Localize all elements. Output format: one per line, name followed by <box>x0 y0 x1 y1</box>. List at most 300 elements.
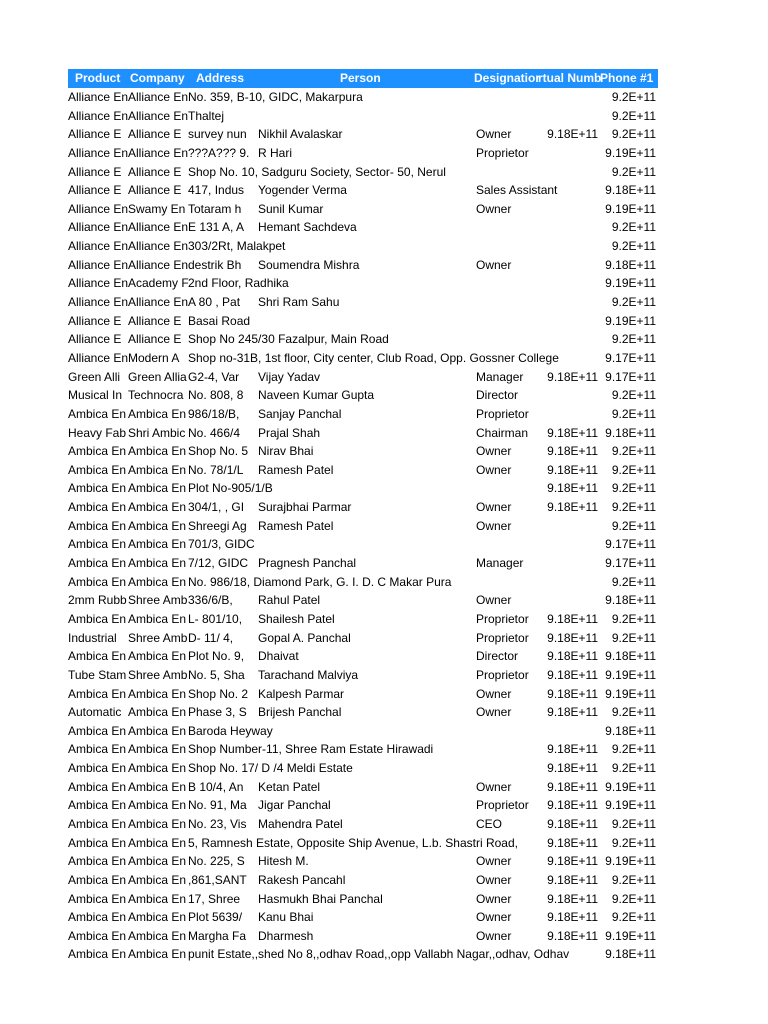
table-row <box>68 647 658 666</box>
cell-virtual-number: 9.18E+11 <box>547 369 598 384</box>
cell-address: 417, Indus <box>188 183 245 198</box>
cell-product: Alliance E <box>68 313 122 328</box>
cell-product: Ambica En <box>68 723 127 738</box>
cell-person: Mahendra Patel <box>258 816 343 831</box>
cell-phone: 9.2E+11 <box>611 239 656 254</box>
cell-company: Alliance E <box>128 183 182 198</box>
cell-phone: 9.2E+11 <box>611 164 656 179</box>
cell-company: Ambica En <box>128 500 187 515</box>
cell-company: Ambica En <box>128 742 187 757</box>
cell-product: Ambica En <box>68 835 127 850</box>
cell-product: Ambica En <box>68 481 127 496</box>
cell-phone: 9.19E+11 <box>605 145 656 160</box>
table-row <box>68 424 658 443</box>
cell-person: Pragnesh Panchal <box>258 556 357 571</box>
cell-company: Ambica En <box>128 444 187 459</box>
cell-product: Alliance En <box>68 239 129 254</box>
table-row <box>68 107 658 126</box>
cell-product: Ambica En <box>68 518 127 533</box>
spreadsheet <box>68 69 658 964</box>
cell-company: Ambica En <box>128 462 187 477</box>
cell-person: Surajbhai Parmar <box>258 500 352 515</box>
cell-address: survey nun <box>188 127 247 142</box>
cell-company: Shri Ambic <box>128 425 186 440</box>
cell-product: Ambica En <box>68 816 127 831</box>
cell-person: Shri Ram Sahu <box>258 295 340 310</box>
cell-phone: 9.2E+11 <box>611 574 656 589</box>
table-row <box>68 163 658 182</box>
cell-phone: 9.2E+11 <box>611 220 656 235</box>
cell-designation: Manager <box>476 369 524 384</box>
cell-virtual-number: 9.18E+11 <box>547 481 598 496</box>
cell-person: Kalpesh Parmar <box>258 686 345 701</box>
cell-virtual-number: 9.18E+11 <box>547 779 598 794</box>
cell-address: E 131 A, A <box>188 220 245 235</box>
cell-company: Ambica En <box>128 556 187 571</box>
cell-address: destrik Bh <box>188 257 242 272</box>
table-row <box>68 479 658 498</box>
cell-address: No. 359, B-10, GIDC, Makarpura <box>188 90 363 104</box>
cell-phone: 9.2E+11 <box>611 910 656 925</box>
cell-company: Ambica En <box>128 910 187 925</box>
header-product: Product <box>75 71 121 85</box>
cell-phone: 9.2E+11 <box>611 90 656 104</box>
table-row <box>68 293 658 312</box>
cell-product: Alliance En <box>68 90 129 104</box>
cell-phone: 9.2E+11 <box>611 835 656 850</box>
cell-company: Alliance En <box>128 108 189 123</box>
cell-address: ,861,SANT <box>188 872 247 887</box>
cell-designation: Owner <box>476 201 512 216</box>
cell-product: Alliance E <box>68 164 122 179</box>
cell-designation: Owner <box>476 500 512 515</box>
cell-company: Shree Amb <box>128 593 188 608</box>
cell-address: Shreegi Ag <box>188 518 247 533</box>
cell-company: Ambica En <box>128 891 187 906</box>
cell-address: G2-4, Var <box>188 369 240 384</box>
table-row <box>68 237 658 256</box>
cell-person: Rahul Patel <box>258 593 321 608</box>
table-row <box>68 218 658 237</box>
table-row <box>68 517 658 536</box>
cell-address: Shop No 245/30 Fazalpur, Main Road <box>188 332 389 347</box>
cell-designation: Proprietor <box>476 630 529 645</box>
cell-company: Modern A <box>128 350 180 365</box>
table-row <box>68 759 658 778</box>
cell-product: Ambica En <box>68 537 127 552</box>
cell-address: Thaltej <box>188 108 225 123</box>
table-row <box>68 591 658 610</box>
cell-address: Margha Fa <box>188 928 247 943</box>
table-row <box>68 386 658 405</box>
cell-phone: 9.19E+11 <box>605 928 656 943</box>
cell-address: B 10/4, An <box>188 779 244 794</box>
cell-address: Totaram h <box>188 201 242 216</box>
cell-phone: 9.2E+11 <box>611 611 656 626</box>
cell-company: Shree Amb <box>128 630 188 645</box>
cell-virtual-number: 9.18E+11 <box>547 611 598 626</box>
cell-company: Academy F <box>128 276 189 291</box>
header-phone: Phone #1 <box>600 71 654 85</box>
cell-phone: 9.18E+11 <box>605 425 656 440</box>
table-row <box>68 740 658 759</box>
cell-product: 2mm Rubb <box>68 593 127 608</box>
cell-address: Baroda Heyway <box>188 723 273 738</box>
cell-company: Ambica En <box>128 537 187 552</box>
cell-phone: 9.19E+11 <box>605 313 656 328</box>
cell-company: Alliance En <box>128 239 189 254</box>
cell-phone: 9.18E+11 <box>605 649 656 664</box>
cell-phone: 9.19E+11 <box>605 276 656 291</box>
cell-product: Ambica En <box>68 891 127 906</box>
cell-company: Ambica En <box>128 705 187 720</box>
cell-virtual-number: 9.18E+11 <box>547 127 598 142</box>
cell-company: Ambica En <box>128 798 187 813</box>
cell-company: Ambica En <box>128 406 187 421</box>
cell-phone: 9.2E+11 <box>611 332 656 347</box>
cell-designation: Proprietor <box>476 798 529 813</box>
table-row <box>68 349 658 368</box>
cell-company: Ambica En <box>128 835 187 850</box>
cell-company: Ambica En <box>128 779 187 794</box>
cell-person: Hitesh M. <box>258 854 309 869</box>
table-row <box>68 181 658 200</box>
cell-company: Ambica En <box>128 574 187 589</box>
table-row <box>68 890 658 909</box>
cell-designation: Proprietor <box>476 667 529 682</box>
cell-company: Green Allia <box>128 369 187 384</box>
cell-product: Alliance En <box>68 257 129 272</box>
cell-company: Alliance En <box>128 295 189 310</box>
cell-product: Ambica En <box>68 854 127 869</box>
cell-product: Automatic <box>68 705 122 720</box>
cell-address: 2nd Floor, Radhika <box>188 276 289 291</box>
header-company: Company <box>130 71 185 85</box>
cell-phone: 9.2E+11 <box>611 705 656 720</box>
cell-phone: 9.2E+11 <box>611 388 656 403</box>
cell-address: Plot No. 9, <box>188 649 245 664</box>
cell-address: 304/1, , GI <box>188 500 245 515</box>
cell-company: Technocra <box>128 388 184 403</box>
cell-virtual-number: 9.18E+11 <box>547 816 598 831</box>
table-row <box>68 461 658 480</box>
cell-address: Shop Number-11, Shree Ram Estate Hirawadi <box>188 742 434 757</box>
cell-virtual-number: 9.18E+11 <box>547 742 598 757</box>
table-row <box>68 945 658 964</box>
cell-address: No. 225, S <box>188 854 245 869</box>
cell-virtual-number: 9.18E+11 <box>547 705 598 720</box>
cell-phone: 9.19E+11 <box>605 854 656 869</box>
cell-company: Ambica En <box>128 872 187 887</box>
cell-virtual-number: 9.18E+11 <box>547 928 598 943</box>
cell-address: Shop No. 10, Sadguru Society, Sector- 50, Nerul <box>188 164 446 179</box>
cell-product: Ambica En <box>68 462 127 477</box>
cell-product: Alliance En <box>68 108 129 123</box>
cell-product: Ambica En <box>68 406 127 421</box>
cell-address: A 80 , Pat <box>188 295 241 310</box>
cell-company: Alliance En <box>128 220 189 235</box>
cell-address: No. 23, Vis <box>188 816 247 831</box>
cell-company: Ambica En <box>128 723 187 738</box>
table-row <box>68 368 658 387</box>
cell-address: No. 808, 8 <box>188 388 244 403</box>
header-row <box>68 69 658 88</box>
cell-product: Ambica En <box>68 761 127 776</box>
cell-person: Hemant Sachdeva <box>258 220 357 235</box>
cell-virtual-number: 9.18E+11 <box>547 910 598 925</box>
cell-person: Yogender Verma <box>258 183 347 198</box>
cell-address: ???A??? 9. <box>188 145 250 160</box>
table-row <box>68 927 658 946</box>
cell-address: No. 91, Ma <box>188 798 247 813</box>
cell-company: Ambica En <box>128 854 187 869</box>
cell-phone: 9.19E+11 <box>605 686 656 701</box>
cell-company: Ambica En <box>128 947 187 962</box>
cell-person: Ketan Patel <box>258 779 321 794</box>
cell-designation: Owner <box>476 779 512 794</box>
table-row <box>68 535 658 554</box>
cell-person: Soumendra Mishra <box>258 257 360 272</box>
cell-product: Ambica En <box>68 611 127 626</box>
cell-virtual-number: 9.18E+11 <box>547 761 598 776</box>
cell-product: Alliance En <box>68 350 129 365</box>
cell-designation: Sales Assistant <box>476 183 558 198</box>
cell-designation: Owner <box>476 593 512 608</box>
cell-phone: 9.2E+11 <box>611 761 656 776</box>
cell-address: 701/3, GIDC <box>188 537 255 552</box>
cell-phone: 9.2E+11 <box>611 891 656 906</box>
cell-virtual-number: 9.18E+11 <box>547 500 598 515</box>
table-row <box>68 908 658 927</box>
cell-virtual-number: 9.18E+11 <box>547 798 598 813</box>
cell-company: Ambica En <box>128 928 187 943</box>
table-row <box>68 256 658 275</box>
cell-virtual-number: 9.18E+11 <box>547 872 598 887</box>
cell-product: Ambica En <box>68 444 127 459</box>
cell-virtual-number: 9.18E+11 <box>547 854 598 869</box>
cell-company: Ambica En <box>128 649 187 664</box>
cell-product: Heavy Fab <box>68 425 127 440</box>
cell-phone: 9.19E+11 <box>605 798 656 813</box>
table-row <box>68 554 658 573</box>
cell-company: Alliance E <box>128 127 182 142</box>
header-address: Address <box>196 71 245 85</box>
cell-address: No. 986/18, Diamond Park, G. I. D. C Makar Pura <box>188 574 452 589</box>
cell-product: Ambica En <box>68 798 127 813</box>
cell-address: Shop No. 5 <box>188 444 249 459</box>
cell-address: D- 11/ 4, <box>188 630 234 645</box>
table-row <box>68 666 658 685</box>
cell-designation: Owner <box>476 705 512 720</box>
cell-product: Ambica En <box>68 574 127 589</box>
cell-address: 986/18/B, <box>188 406 240 421</box>
cell-phone: 9.2E+11 <box>611 406 656 421</box>
cell-phone: 9.2E+11 <box>611 444 656 459</box>
table-row <box>68 125 658 144</box>
table-row <box>68 144 658 163</box>
cell-company: Ambica En <box>128 481 187 496</box>
table-row <box>68 852 658 871</box>
cell-person: Prajal Shah <box>258 425 321 440</box>
cell-designation: Owner <box>476 462 512 477</box>
cell-product: Ambica En <box>68 947 127 962</box>
table-row <box>68 815 658 834</box>
table-row <box>68 442 658 461</box>
cell-product: Alliance E <box>68 183 122 198</box>
cell-address: 17, Shree <box>188 891 241 906</box>
cell-phone: 9.18E+11 <box>605 947 656 962</box>
table-row <box>68 685 658 704</box>
cell-address: 303/2Rt, Malakpet <box>188 239 286 254</box>
table-row <box>68 629 658 648</box>
cell-designation: Director <box>476 649 519 664</box>
cell-product: Alliance En <box>68 145 129 160</box>
cell-designation: Owner <box>476 872 512 887</box>
cell-person: Hasmukh Bhai Panchal <box>258 891 383 906</box>
cell-person: Sunil Kumar <box>258 201 324 216</box>
cell-person: Ramesh Patel <box>258 518 334 533</box>
cell-person: Jigar Panchal <box>258 798 331 813</box>
cell-phone: 9.2E+11 <box>611 108 656 123</box>
table-row <box>68 703 658 722</box>
cell-product: Ambica En <box>68 556 127 571</box>
cell-product: Ambica En <box>68 742 127 757</box>
cell-person: Rakesh Pancahl <box>258 872 346 887</box>
cell-company: Shree Amb <box>128 667 188 682</box>
cell-person: Tarachand Malviya <box>258 667 359 682</box>
cell-designation: Owner <box>476 127 512 142</box>
cell-address: Shop no-31B, 1st floor, City center, Club Road, Opp. Gossner College <box>188 350 559 365</box>
cell-phone: 9.17E+11 <box>605 537 656 552</box>
cell-product: Ambica En <box>68 649 127 664</box>
cell-company: Swamy En <box>128 201 186 216</box>
table-row <box>68 88 658 107</box>
cell-phone: 9.2E+11 <box>611 500 656 515</box>
cell-designation: Owner <box>476 910 512 925</box>
cell-phone: 9.18E+11 <box>605 593 656 608</box>
cell-person: Shailesh Patel <box>258 611 335 626</box>
cell-phone: 9.18E+11 <box>605 257 656 272</box>
cell-address: No. 5, Sha <box>188 667 245 682</box>
cell-designation: Owner <box>476 686 512 701</box>
cell-product: Musical In <box>68 388 123 403</box>
cell-phone: 9.2E+11 <box>611 481 656 496</box>
cell-designation: Owner <box>476 444 512 459</box>
cell-company: Ambica En <box>128 686 187 701</box>
cell-address: Plot 5639/ <box>188 910 243 925</box>
cell-person: Dhaivat <box>258 649 299 664</box>
cell-designation: Manager <box>476 556 524 571</box>
cell-phone: 9.2E+11 <box>611 127 656 142</box>
cell-phone: 9.17E+11 <box>605 350 656 365</box>
cell-virtual-number: 9.18E+11 <box>547 630 598 645</box>
cell-designation: Owner <box>476 928 512 943</box>
cell-address: Phase 3, S <box>188 705 247 720</box>
cell-designation: Proprietor <box>476 611 529 626</box>
cell-product: Ambica En <box>68 928 127 943</box>
cell-phone: 9.18E+11 <box>605 183 656 198</box>
cell-virtual-number: 9.18E+11 <box>547 891 598 906</box>
table-row <box>68 834 658 853</box>
cell-address: Shop No. 2 <box>188 686 249 701</box>
cell-phone: 9.18E+11 <box>605 723 656 738</box>
cell-address: No. 78/1/L <box>188 462 244 477</box>
cell-product: Alliance En <box>68 220 129 235</box>
cell-designation: Owner <box>476 518 512 533</box>
cell-phone: 9.17E+11 <box>605 369 656 384</box>
cell-person: Sanjay Panchal <box>258 406 342 421</box>
cell-company: Alliance En <box>128 257 189 272</box>
table-row <box>68 871 658 890</box>
cell-designation: Owner <box>476 854 512 869</box>
cell-company: Ambica En <box>128 611 187 626</box>
cell-designation: Owner <box>476 257 512 272</box>
cell-designation: Proprietor <box>476 406 529 421</box>
cell-address: 5, Ramnesh Estate, Opposite Ship Avenue, L.b. Shastri Road, <box>188 835 518 850</box>
cell-designation: Owner <box>476 891 512 906</box>
cell-virtual-number: 9.18E+11 <box>547 425 598 440</box>
cell-product: Alliance En <box>68 295 129 310</box>
cell-person: Dharmesh <box>258 928 314 943</box>
table-body <box>68 88 658 964</box>
cell-product: Ambica En <box>68 500 127 515</box>
cell-person: Naveen Kumar Gupta <box>258 388 375 403</box>
cell-company: Alliance E <box>128 313 182 328</box>
cell-product: Ambica En <box>68 872 127 887</box>
cell-virtual-number: 9.18E+11 <box>547 462 598 477</box>
cell-designation: CEO <box>476 816 503 831</box>
cell-designation: Director <box>476 388 519 403</box>
cell-address: 7/12, GIDC <box>188 556 249 571</box>
cell-address: punit Estate,,shed No 8,,odhav Road,,opp Vallabh Nagar,,odhav, Odhav <box>188 947 570 962</box>
cell-product: Ambica En <box>68 686 127 701</box>
cell-company: Alliance E <box>128 332 182 347</box>
cell-virtual-number: 9.18E+11 <box>547 649 598 664</box>
cell-person: Brijesh Panchal <box>258 705 342 720</box>
cell-product: Green Alli <box>68 369 121 384</box>
cell-phone: 9.19E+11 <box>605 201 656 216</box>
cell-virtual-number: 9.18E+11 <box>547 667 598 682</box>
cell-person: Vijay Yadav <box>258 369 321 384</box>
cell-phone: 9.2E+11 <box>611 816 656 831</box>
cell-person: Nikhil Avalaskar <box>258 127 343 142</box>
cell-virtual-number: 9.18E+11 <box>547 835 598 850</box>
cell-company: Alliance E <box>128 164 182 179</box>
cell-phone: 9.17E+11 <box>605 556 656 571</box>
cell-phone: 9.19E+11 <box>605 779 656 794</box>
cell-virtual-number: 9.18E+11 <box>547 444 598 459</box>
cell-address: L- 801/10, <box>188 611 243 626</box>
cell-address: Plot No-905/1/B <box>188 481 273 496</box>
table-row <box>68 312 658 331</box>
cell-product: Ambica En <box>68 910 127 925</box>
cell-phone: 9.2E+11 <box>611 518 656 533</box>
cell-designation: Proprietor <box>476 145 529 160</box>
cell-product: Tube Stam <box>68 667 127 682</box>
cell-person: Nirav Bhai <box>258 444 314 459</box>
table-row <box>68 498 658 517</box>
cell-address: Basai Road <box>188 313 251 328</box>
cell-product: Industrial <box>68 630 117 645</box>
cell-product: Alliance En <box>68 201 129 216</box>
cell-designation: Chairman <box>476 425 529 440</box>
header-designation: Designatior <box>474 71 541 85</box>
cell-product: Alliance En <box>68 276 129 291</box>
cell-company: Ambica En <box>128 761 187 776</box>
cell-address: Shop No. 17/ D /4 Meldi Estate <box>188 761 353 776</box>
cell-person: R Hari <box>258 145 293 160</box>
table-row <box>68 330 658 349</box>
